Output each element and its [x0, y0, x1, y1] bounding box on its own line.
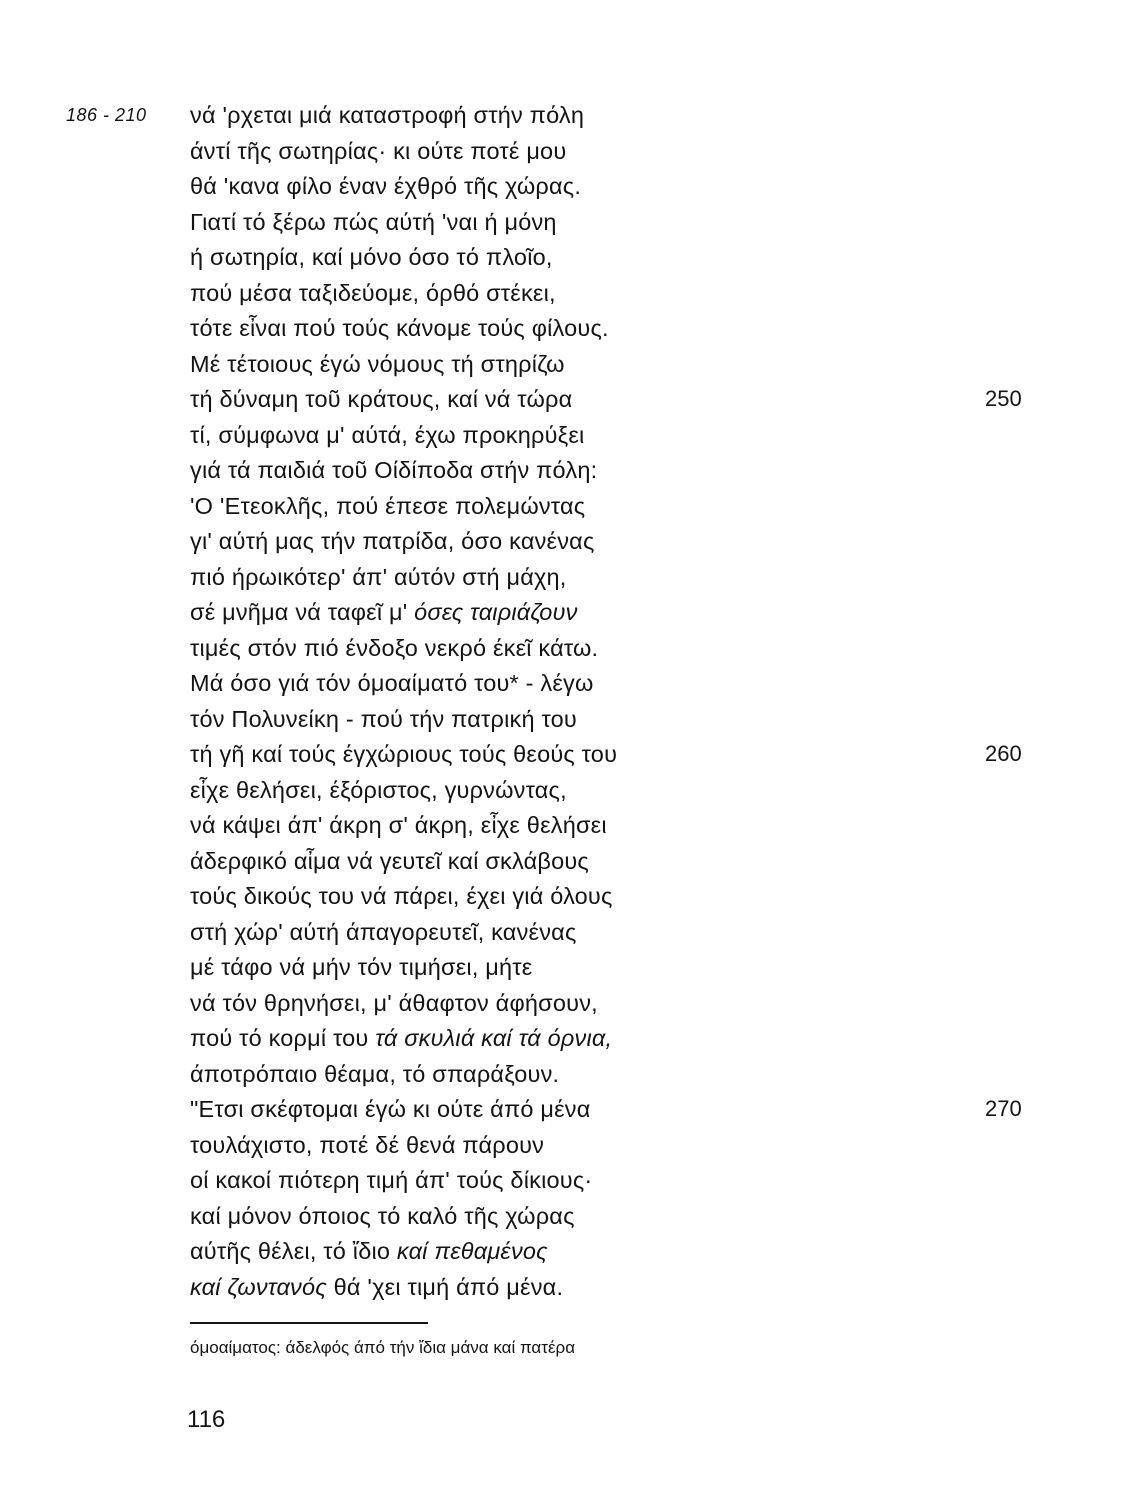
verse-line	[190, 1201, 970, 1237]
margin-line-number: 260	[985, 741, 1022, 766]
verse-line	[190, 420, 970, 456]
verse-text: άδερφικό αἶμα νά γευτεῖ καί σκλάβους	[190, 847, 589, 874]
verse-emphasis: όσες ταιριάζουν	[414, 599, 578, 625]
verse-text: γιά τά παιδιά τοῦ Οίδίποδα στήν πόλη:	[190, 457, 598, 483]
verse-line	[190, 846, 970, 882]
footnote-divider	[190, 1322, 428, 1324]
verse-line	[190, 1165, 970, 1201]
verse-text: άντί τῆς σωτηρίας· κι ούτε ποτέ μου	[190, 137, 567, 164]
verse-line	[190, 1023, 970, 1059]
verse-line	[190, 349, 970, 385]
verse-line	[190, 100, 970, 136]
verse-text: τότε εἶναι πού τούς κάνομε τούς φίλους.	[190, 315, 609, 341]
footnote: όμοαίματος: άδελφός άπό τήν ἴδια μάνα καί πατέρα	[190, 1338, 576, 1357]
verse-line	[190, 1094, 970, 1130]
verse-text: πού τό κορμί του	[190, 1025, 376, 1051]
verse-line	[190, 704, 970, 740]
verse-text: εἶχε θελήσει, έξόριστος, γυρνώντας,	[190, 776, 567, 803]
verse-text: νά κάψει άπ' άκρη σ' άκρη, εἶχε θελήσει	[190, 812, 607, 838]
verse-text: Γιατί τό ξέρω πώς αύτή 'ναι ή μόνη	[190, 208, 557, 235]
verse-text: μέ τάφο νά μήν τόν τιμήσει, μήτε	[190, 954, 533, 980]
verse-text: θά 'χει τιμή άπό μένα.	[326, 1273, 564, 1300]
verse-text: τή γῆ καί τούς έγχώριους τούς θεούς του	[190, 741, 618, 767]
verse-line	[190, 775, 970, 811]
verse-text: τί, σύμφωνα μ' αύτά, έχω προκηρύξει	[190, 421, 585, 448]
margin-line-number: 250	[985, 386, 1022, 411]
verse-text: "Ετσι σκέφτομαι έγώ κι ούτε άπό μένα	[190, 1096, 591, 1122]
verse-text: καί μόνον όποιος τό καλό τῆς χώρας	[190, 1202, 575, 1229]
verse-line	[190, 881, 970, 917]
verse-text: 'Ο 'Ετεοκλῆς, πού έπεσε πολεμώντας	[190, 492, 586, 519]
verse-line	[190, 313, 970, 349]
verse-emphasis: καί πεθαμένος	[396, 1238, 548, 1264]
verse-line	[190, 668, 970, 704]
verse-emphasis: τά σκυλιά καί τά όρνια,	[375, 1025, 613, 1051]
verse-block	[190, 100, 970, 1307]
verse-text: στή χώρ' αύτή άπαγορευτεῖ, κανένας	[190, 918, 577, 945]
verse-line	[190, 278, 970, 314]
verse-line	[190, 171, 970, 207]
verse-line	[190, 952, 970, 988]
verse-text: Μέ τέτοιους έγώ νόμους τή στηρίζω	[190, 350, 565, 377]
verse-text: τόν Πολυνείκη - πού τήν πατρική του	[190, 705, 577, 732]
line-range-label: 186 - 210	[66, 105, 147, 125]
verse-line	[190, 739, 970, 775]
verse-line	[190, 597, 970, 633]
verse-line	[190, 1059, 970, 1095]
verse-line	[190, 526, 970, 562]
verse-text: τούς δικούς του νά πάρει, έχει γιά όλους	[190, 883, 613, 909]
verse-line	[190, 917, 970, 953]
verse-line	[190, 207, 970, 243]
verse-line	[190, 136, 970, 172]
margin-line-number: 270	[985, 1096, 1022, 1121]
verse-text: γι' αύτή μας τήν πατρίδα, όσο κανένας	[190, 528, 595, 554]
verse-text: σέ μνῆμα νά ταφεῖ μ'	[190, 599, 415, 625]
verse-text: Μά όσο γιά τόν όμοαίματό του* - λέγω	[190, 670, 594, 696]
verse-text: τή δύναμη τοῦ κράτους, καί νά τώρα	[190, 386, 573, 412]
verse-text: νά τόν θρηνήσει, μ' άθαφτον άφήσουν,	[190, 989, 598, 1016]
page-number: 116	[187, 1406, 226, 1433]
verse-line	[190, 562, 970, 598]
verse-text: άποτρόπαιο θέαμα, τό σπαράξουν.	[190, 1060, 560, 1087]
verse-line	[190, 455, 970, 491]
verse-line	[190, 810, 970, 846]
verse-line	[190, 491, 970, 527]
verse-line	[190, 988, 970, 1024]
verse-text: τιμές στόν πιό ένδοξο νεκρό έκεῖ κάτω.	[190, 634, 599, 661]
verse-line	[190, 242, 970, 278]
verse-text: νά 'ρχεται μιά καταστροφή στήν πόλη	[190, 102, 585, 128]
verse-text: οί κακοί πιότερη τιμή άπ' τούς δίκιους·	[190, 1167, 593, 1193]
verse-line	[190, 1236, 970, 1272]
verse-text: πιό ήρωικότερ' άπ' αύτόν στή μάχη,	[190, 563, 567, 590]
verse-text: ή σωτηρία, καί μόνο όσο τό πλοῖο,	[190, 244, 553, 270]
verse-emphasis: καί ζωντανός	[190, 1273, 327, 1300]
verse-text: αύτῆς θέλει, τό ἴδιο	[190, 1238, 397, 1264]
verse-line	[190, 384, 970, 420]
verse-text: πού μέσα ταξιδεύομε, όρθό στέκει,	[190, 279, 556, 306]
verse-text: τουλάχιστο, ποτέ δέ θενά πάρουν	[190, 1131, 545, 1158]
verse-line	[190, 1272, 970, 1308]
verse-text: θά 'κανα φίλο έναν έχθρό τῆς χώρας.	[190, 173, 582, 199]
verse-line	[190, 633, 970, 669]
verse-line	[190, 1130, 970, 1166]
